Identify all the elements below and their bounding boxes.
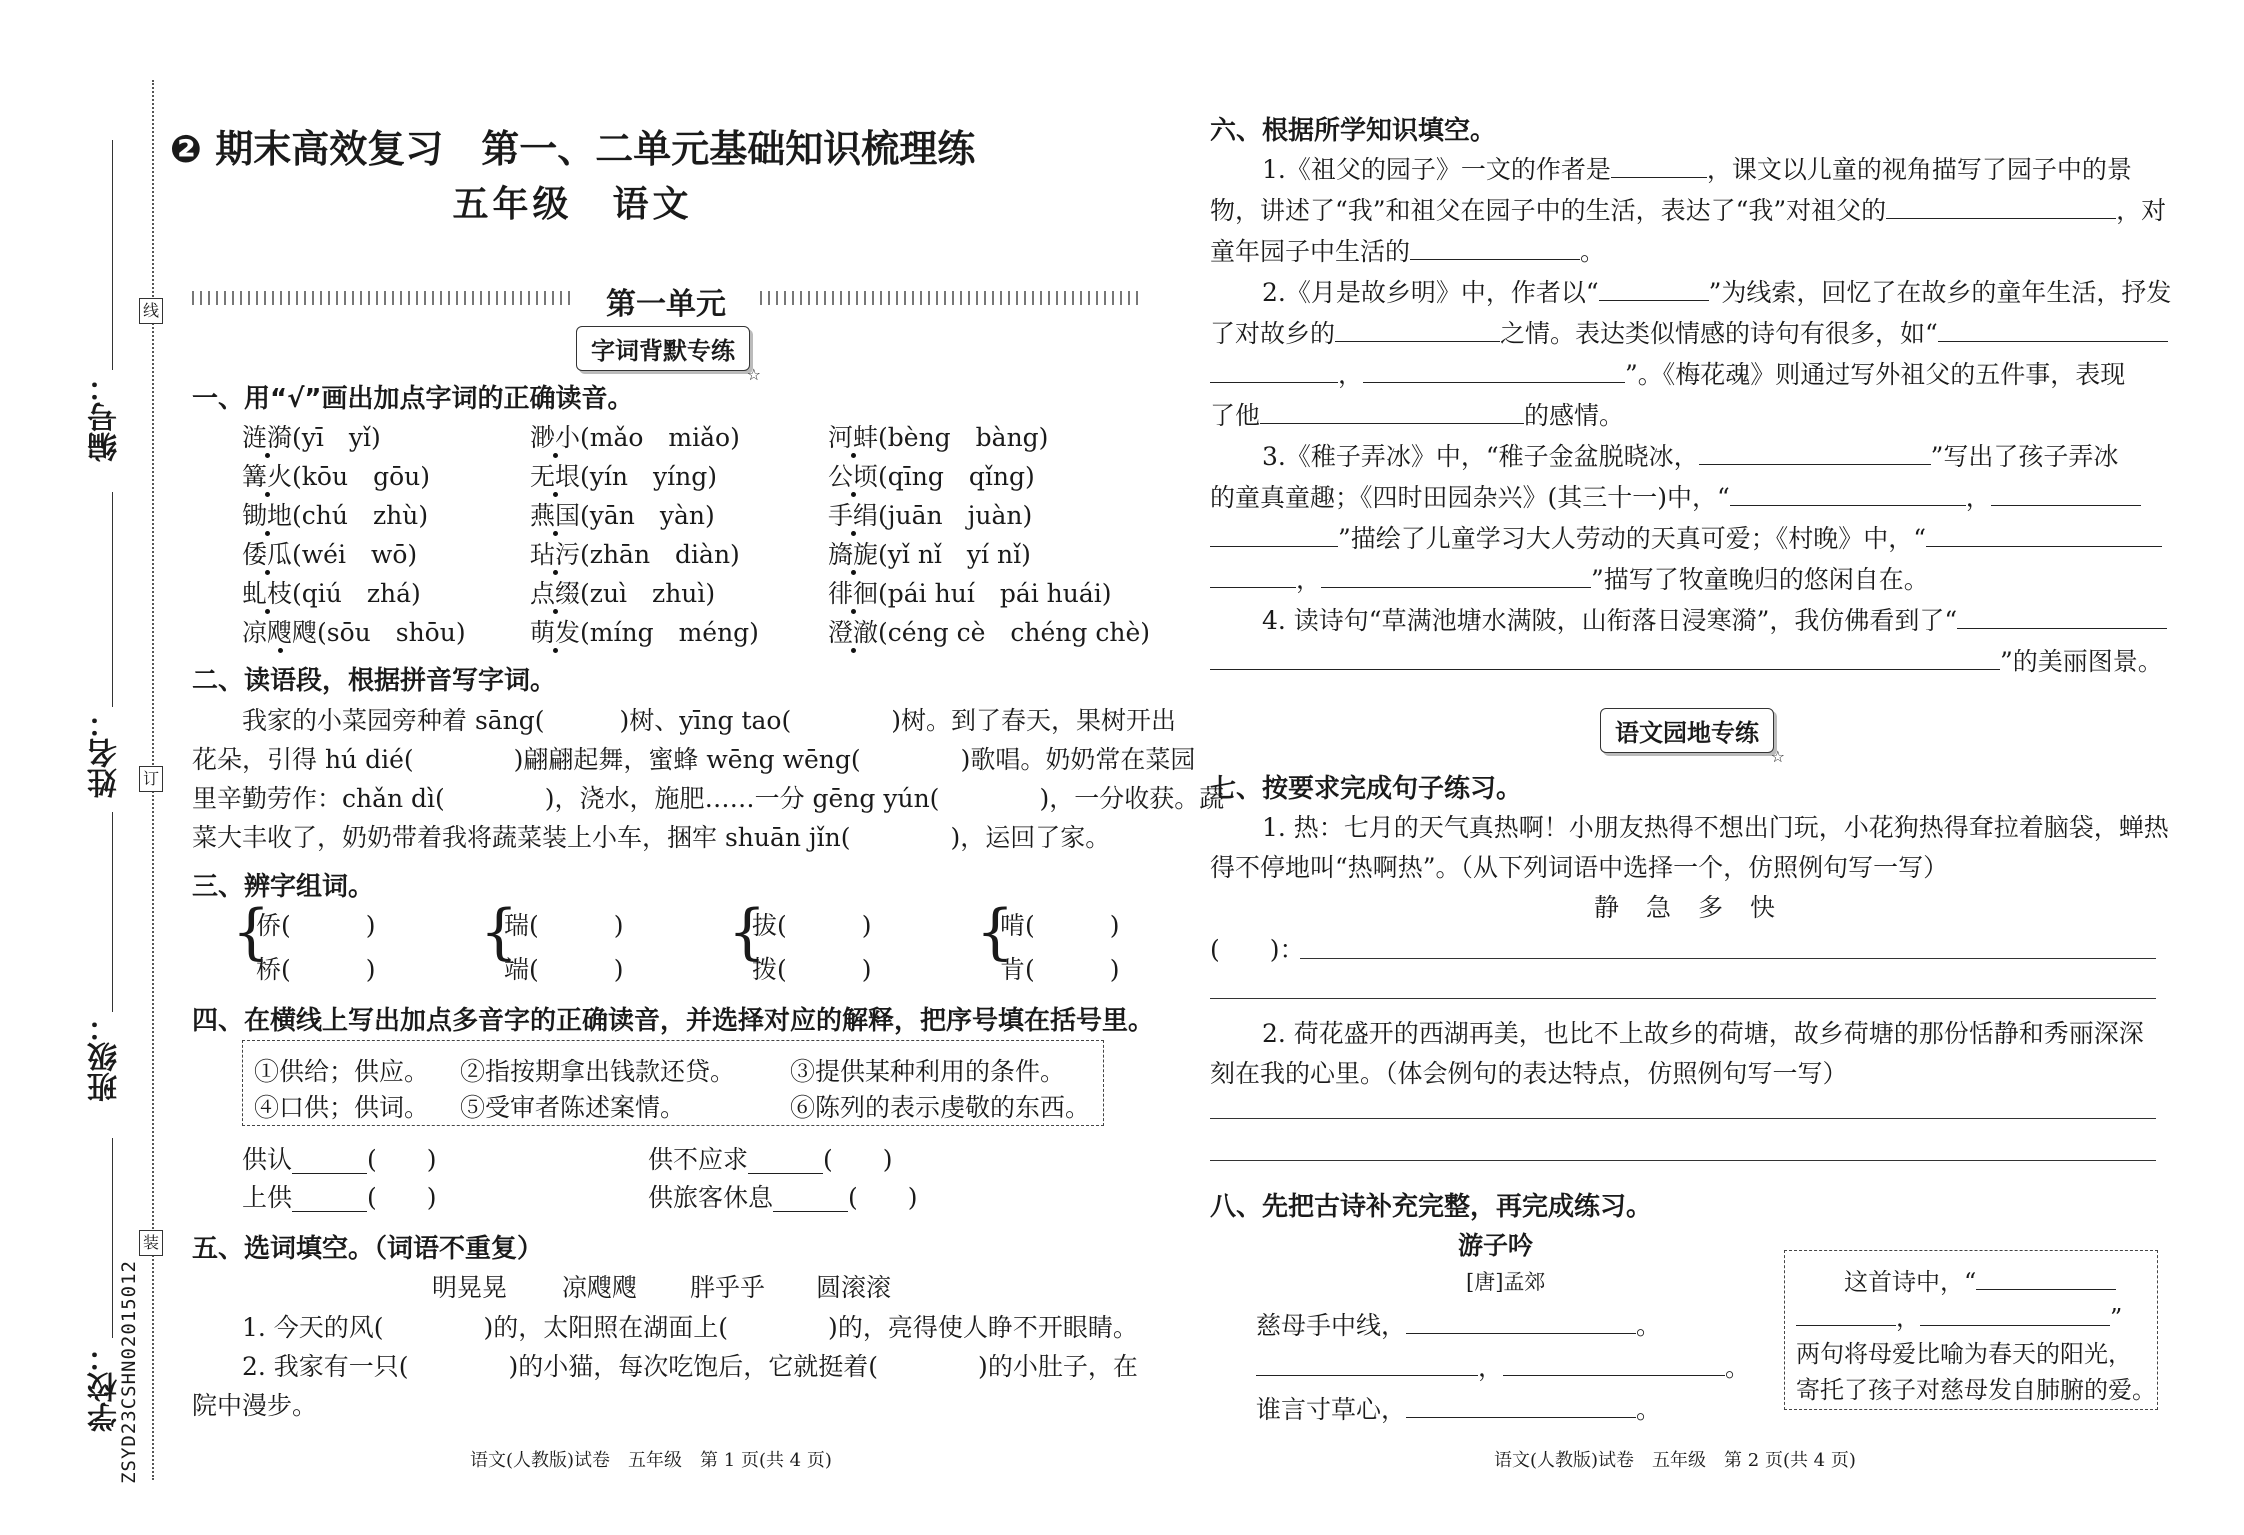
q7-word: 快: [1750, 893, 1776, 922]
q3-item[interactable]: 拔( ): [752, 911, 872, 940]
q1-word: 无垠: [530, 462, 581, 491]
q1-pinyin: (chú zhù): [292, 501, 429, 530]
answer-blank[interactable]: [1730, 485, 1966, 506]
q5-word: 明晃晃: [432, 1273, 508, 1302]
q6-text: ， ”。《梅花魂》则通过写外祖父的五件事，表现: [1210, 355, 2125, 391]
q1-word: 澄澈: [828, 618, 879, 647]
q1-word: 萌发: [530, 618, 581, 647]
q2-heading: 二、读语段，根据拼音写字词。: [192, 666, 557, 696]
id-label: 编号：: [88, 372, 123, 462]
q1-item[interactable]: [828, 613, 1150, 649]
q6-text: 的童真童趣；《四时田园杂兴》(其三十一)中，“ ，: [1210, 478, 2141, 514]
q1-pinyin: (kōu gōu): [292, 462, 430, 491]
answer-line[interactable]: [1210, 1118, 2156, 1119]
q2-line: 我家的小菜园旁种着 sāng( )树、yīng tao( )树。到了春天，果树开出: [242, 706, 1176, 735]
q1-pinyin: (sōu shōu): [317, 618, 466, 647]
brace-icon: {: [976, 897, 1015, 967]
answer-blank[interactable]: [1210, 526, 1338, 547]
q1-pinyin: (juān juàn): [878, 501, 1033, 530]
q1-pinyin: (zuì zhuì): [580, 579, 716, 608]
q1-item[interactable]: [530, 418, 740, 454]
q5-line: 院中漫步。: [192, 1391, 318, 1420]
page-title: [0, 118, 1145, 173]
unit1-label: 第一单元: [606, 287, 726, 322]
q7-word: 多: [1698, 893, 1724, 922]
q7-heading: 七、按要求完成句子练习。: [1210, 774, 1523, 804]
answer-blank[interactable]: [1699, 444, 1931, 465]
hint-line: ， ”: [1796, 1298, 2122, 1333]
q6-text: 了对故乡的 之情。表达类似情感的诗句有很多，如“: [1210, 314, 2168, 350]
answer-blank[interactable]: [1796, 1305, 1896, 1326]
q1-item[interactable]: [242, 535, 417, 571]
answer-blank[interactable]: [1410, 239, 1580, 260]
q3-item[interactable]: 侨( ): [256, 911, 376, 940]
q6-text: 物，讲述了“我”和祖父在园子中的生活，表达了“我”对祖父的 ，对: [1210, 196, 2167, 225]
hint-line: 两句将母爱比喻为春天的阳光，: [1796, 1340, 2132, 1368]
poem-line: ， 。: [1256, 1348, 1750, 1384]
q2-line: 菜大丰收了，奶奶带着我将蔬菜装上小车，捆牢 shuān jǐn( )，运回了家。: [192, 823, 1111, 852]
hint-line: 这首诗中，“: [1844, 1262, 2116, 1297]
q1-word: 手绢: [828, 501, 879, 530]
q4-option: ②指按期拿出钱款还贷。: [460, 1057, 736, 1086]
q1-item[interactable]: [828, 574, 1112, 610]
q7-text: 2. 荷花盛开的西湖再美，也比不上故乡的荷塘，故乡荷塘的那份恬静和秀丽深深: [1262, 1019, 2144, 1048]
id-write-line[interactable]: [112, 140, 113, 370]
q1-item[interactable]: [828, 535, 1031, 571]
q5-line: 2. 我家有一只( )的小猫，每次吃饱后，它就挺着( )的小肚子，在: [242, 1352, 1138, 1381]
q1-pinyin: (qīng qǐng): [878, 462, 1035, 491]
answer-blank[interactable]: [1991, 485, 2141, 506]
q1-word: 渺小: [530, 423, 581, 452]
q1-heading: 一、用“√”画出加点字词的正确读音。: [192, 384, 634, 414]
q4-item[interactable]: 上供______( ): [242, 1183, 437, 1212]
q1-word: 河蚌: [828, 423, 879, 452]
answer-blank[interactable]: [1210, 649, 2000, 670]
poem-author: [唐]孟郊: [1466, 1270, 1546, 1294]
q1-item[interactable]: [242, 496, 428, 532]
vocab-tag: 字词背默专练 ☆: [576, 326, 750, 371]
q7-word: 静: [1594, 893, 1620, 922]
school-label: 学校：: [88, 1342, 123, 1432]
page-subtitle: 五年级 语文: [452, 184, 693, 225]
q1-pinyin: (yín yíng): [580, 462, 717, 491]
q4-item[interactable]: 供不应求______( ): [648, 1145, 893, 1174]
q6-text: ”描绘了儿童学习大人劳动的天真可爱；《村晚》中，“: [1210, 519, 2162, 555]
q4-item[interactable]: 供认______( ): [242, 1145, 437, 1174]
star-icon: ☆: [746, 365, 761, 384]
q1-item[interactable]: [828, 496, 1032, 532]
poem-line: 谁言寸草心， 。: [1256, 1395, 1662, 1424]
answer-blank[interactable]: [1406, 1397, 1636, 1418]
q1-word: 倭瓜: [242, 540, 293, 569]
q1-word: 涟漪: [242, 423, 293, 452]
q7-text: 得不停地叫“热啊热”。（从下列词语中选择一个，仿照例句写一写）: [1210, 853, 1949, 882]
answer-blank[interactable]: [1321, 567, 1591, 588]
fold-mark-pack: 装: [139, 1230, 163, 1256]
q7-answer-prefix: ( )：: [1210, 935, 1305, 964]
q6-text: 4. 读诗句“草满池塘水满陂，山衔落日浸寒漪”，我仿佛看到了“: [1262, 601, 2167, 637]
q1-pinyin: (yān yàn): [580, 501, 715, 530]
q5-word: 凉飕飕: [562, 1273, 638, 1302]
answer-blank[interactable]: [1335, 321, 1500, 342]
q1-pinyin: (qiú zhá): [292, 579, 421, 608]
q1-item[interactable]: [828, 457, 1035, 493]
brace-icon: {: [728, 897, 767, 967]
q1-word: 篝火: [242, 462, 293, 491]
q1-item[interactable]: [530, 574, 715, 610]
q2-line: 里辛勤劳作：chǎn dì( )，浇水，施肥……一分 gēng yún( )，一分收获。蔬: [192, 784, 1225, 813]
q6-text: 1.《祖父的园子》一文的作者是 ，课文以儿童的视角描写了园子中的景: [1262, 155, 2132, 184]
answer-blank[interactable]: [1938, 321, 2168, 342]
q1-item[interactable]: [242, 574, 421, 610]
q4-item[interactable]: 供旅客休息______( ): [648, 1183, 918, 1212]
q6-text: 童年园子中生活的 。: [1210, 237, 1606, 266]
answer-blank[interactable]: [1260, 403, 1524, 424]
q1-item[interactable]: [242, 613, 466, 649]
fold-mark-bind: 订: [139, 766, 163, 792]
q1-word: 徘徊: [828, 579, 879, 608]
name-label: 姓名：: [88, 708, 123, 798]
q3-item[interactable]: 端( ): [504, 955, 624, 984]
answer-blank[interactable]: [1210, 362, 1338, 383]
q5-word: 圆滚滚: [816, 1273, 892, 1302]
brace-icon: {: [232, 897, 271, 967]
answer-line[interactable]: [1210, 1160, 2156, 1161]
answer-blank[interactable]: [1406, 1313, 1636, 1334]
q1-item[interactable]: [530, 496, 715, 532]
q7-word: 急: [1646, 893, 1672, 922]
answer-blank[interactable]: [1920, 1305, 2110, 1326]
q3-item[interactable]: 啃( ): [1000, 911, 1120, 940]
fold-mark-line: 线: [139, 298, 163, 324]
q1-word: 旖旎: [828, 540, 879, 569]
footer-left: 语文(人教版)试卷 五年级 第 1 页(共 4 页): [470, 1450, 832, 1471]
q3-item[interactable]: 肯( ): [1000, 955, 1120, 984]
footer-right: 语文(人教版)试卷 五年级 第 2 页(共 4 页): [1494, 1450, 1856, 1471]
q1-item[interactable]: [242, 418, 381, 454]
q1-word: 虬枝: [242, 579, 293, 608]
q6-text: 3.《稚子弄冰》中，“稚子金盆脱晓冰， ”写出了孩子弄冰: [1262, 442, 2119, 471]
q6-text: 了他 的感情。: [1210, 401, 1625, 430]
q1-pinyin: (mǎo miǎo): [580, 423, 740, 452]
hint-line: 寄托了孩子对慈母发自肺腑的爱。: [1796, 1376, 2156, 1404]
q3-item[interactable]: 拨( ): [752, 955, 872, 984]
q6-text: 2.《月是故乡明》中，作者以“ ”为线索，回忆了在故乡的童年生活，抒发: [1262, 278, 2172, 307]
q6-heading: 六、根据所学知识填空。: [1210, 116, 1497, 146]
q1-pinyin: (pái huí pái huái): [878, 579, 1112, 608]
class-label: 班级：: [88, 1012, 123, 1102]
number-badge: ❷: [169, 127, 202, 171]
q6-text: ， ”描写了牧童晚归的悠闲自在。: [1210, 560, 1929, 596]
answer-blank[interactable]: [1210, 567, 1296, 588]
q4-option: ①供给；供应。: [254, 1057, 430, 1086]
star-icon: ☆: [1770, 747, 1785, 766]
answer-blank[interactable]: [1886, 198, 2116, 219]
q5-word: 胖乎乎: [690, 1273, 766, 1302]
answer-blank[interactable]: [1599, 280, 1709, 301]
q4-option: ⑥陈列的表示虔敬的东西。: [790, 1093, 1091, 1122]
q1-item[interactable]: [828, 418, 1048, 454]
answer-blank[interactable]: [1976, 1269, 2116, 1290]
q1-item[interactable]: [242, 457, 430, 493]
q1-word: 燕国: [530, 501, 581, 530]
q7-text: 1. 热：七月的天气真热啊！小朋友热得不想出门玩，小花狗热得耷拉着脑袋，蝉热: [1262, 813, 2169, 842]
answer-blank[interactable]: [1363, 362, 1625, 383]
q1-pinyin: (wéi wō): [292, 540, 418, 569]
q5-heading: 五、选词填空。（词语不重复）: [192, 1234, 544, 1264]
school-write-line[interactable]: [112, 1138, 113, 1338]
answer-blank[interactable]: [1611, 157, 1707, 178]
answer-line[interactable]: [1210, 998, 2156, 999]
q7-text: 刻在我的心里。（体会例句的表达特点，仿照例句写一写）: [1210, 1059, 1848, 1088]
q4-option: ④口供；供词。: [254, 1093, 430, 1122]
class-write-line[interactable]: [112, 812, 113, 1012]
q3-item[interactable]: 桥( ): [256, 955, 376, 984]
garden-tag: 语文园地专练 ☆: [1600, 708, 1774, 753]
q3-item[interactable]: 瑞( ): [504, 911, 624, 940]
q1-word: 玷污: [530, 540, 581, 569]
q8-heading: 八、先把古诗补充完整，再完成练习。: [1210, 1192, 1653, 1222]
poem-line: 慈母手中线， 。: [1256, 1311, 1662, 1340]
title-text: 期末高效复习 第一、二单元基础知识梳理练: [215, 127, 976, 171]
q1-item[interactable]: [530, 457, 717, 493]
unit1-divider: [192, 285, 1140, 322]
q2-line: 花朵，引得 hú dié( )翩翩起舞，蜜蜂 wēng wēng( )歌唱。奶奶常在菜园: [192, 745, 1196, 774]
q3-heading: 三、辨字组词。: [192, 872, 375, 902]
q1-item[interactable]: [530, 535, 740, 571]
q5-line: 1. 今天的风( )的，太阳照在湖面上( )的，亮得使人睁不开眼睛。: [242, 1313, 1138, 1342]
q1-pinyin: (céng cè chéng chè): [878, 618, 1151, 647]
q1-pinyin: (yī yǐ): [292, 423, 381, 452]
q1-pinyin: (bèng bàng): [878, 423, 1049, 452]
q1-pinyin: (yǐ nǐ yí nǐ): [878, 540, 1031, 569]
q1-pinyin: (míng méng): [580, 618, 759, 647]
poem-title: 游子吟: [1458, 1231, 1534, 1260]
answer-blank[interactable]: [1503, 1355, 1725, 1376]
brace-icon: {: [480, 897, 519, 967]
q4-option: ③提供某种利用的条件。: [790, 1057, 1066, 1086]
answer-blank[interactable]: [1926, 526, 2162, 547]
q6-text: ”的美丽图景。: [1210, 642, 2163, 678]
answer-blank[interactable]: [1957, 608, 2167, 629]
answer-blank[interactable]: [1256, 1355, 1478, 1376]
name-write-line[interactable]: [112, 492, 113, 707]
q1-item[interactable]: [530, 613, 759, 649]
q1-word: 点缀: [530, 579, 581, 608]
q4-option: ⑤受审者陈述案情。: [460, 1093, 686, 1122]
q1-word: 公顷: [828, 462, 879, 491]
paper-code: ZSYD23CSHN02015012: [118, 1260, 140, 1484]
q1-word: 凉飕飕: [242, 618, 318, 647]
q4-heading: 四、在横线上写出加点多音字的正确读音，并选择对应的解释，把序号填在括号里。: [192, 1006, 1155, 1036]
answer-line[interactable]: [1300, 958, 2156, 959]
q1-pinyin: (zhān diàn): [580, 540, 740, 569]
q1-word: 锄地: [242, 501, 293, 530]
